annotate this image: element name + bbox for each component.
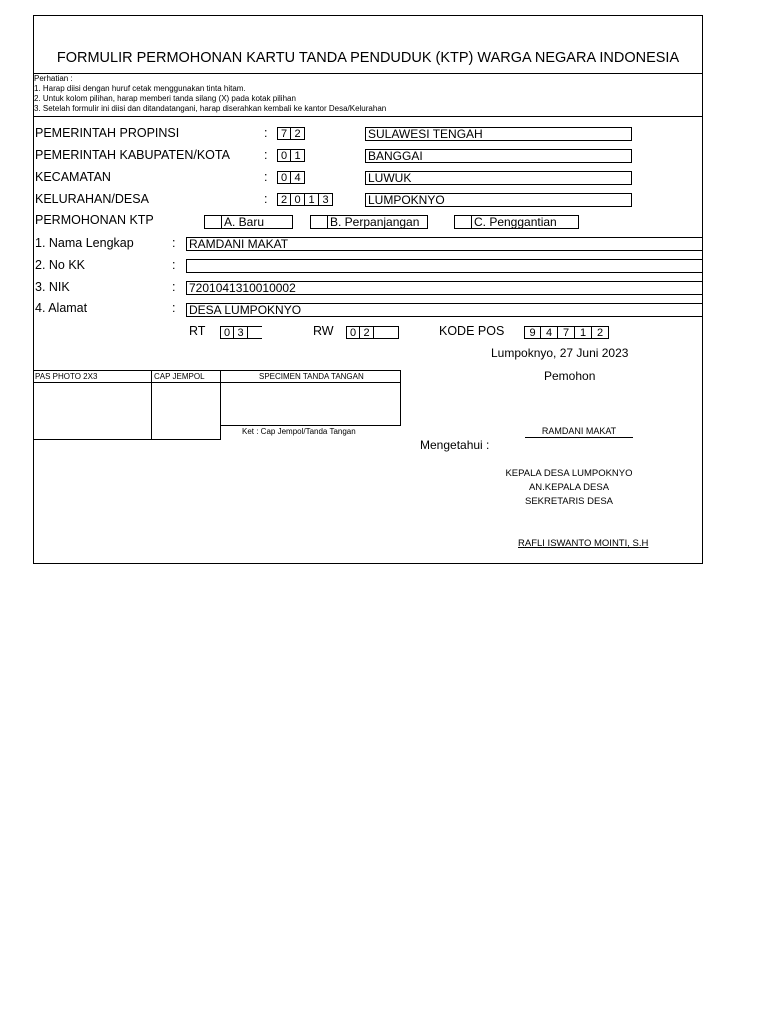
rw-label: RW [313, 324, 334, 338]
applicant-name-signature: RAMDANI MAKAT [525, 426, 633, 438]
option-baru-checkbox[interactable] [204, 215, 293, 229]
code-digit[interactable]: 4 [291, 171, 305, 184]
rt-label: RT [189, 324, 206, 338]
kabupaten-code [277, 149, 305, 162]
kecamatan-name-field[interactable]: LUWUK [365, 171, 632, 185]
propinsi-label: PEMERINTAH PROPINSI [35, 126, 180, 140]
code-digit[interactable]: 1 [575, 326, 592, 339]
cap-jempol-header: CAP JEMPOL [154, 372, 205, 381]
kecamatan-code [277, 171, 305, 184]
code-digit[interactable]: 2 [277, 193, 291, 206]
propinsi-name-field[interactable]: SULAWESI TENGAH [365, 127, 632, 141]
nama-field[interactable]: RAMDANI MAKAT [186, 237, 703, 251]
code-digit[interactable]: 2 [291, 127, 305, 140]
alamat-label: 4. Alamat [35, 301, 88, 315]
pas-photo-header: PAS PHOTO 2X3 [35, 372, 98, 381]
rt-code [220, 326, 262, 339]
specimen-cell[interactable] [220, 370, 401, 426]
option-penggantian-checkbox[interactable] [454, 215, 579, 229]
notes-heading: Perhatian : [34, 74, 73, 83]
nokk-field[interactable] [186, 259, 703, 273]
kabupaten-label: PEMERINTAH KABUPATEN/KOTA [35, 148, 230, 162]
nik-label: 3. NIK [35, 280, 70, 294]
code-digit[interactable] [374, 326, 399, 339]
checkbox-square[interactable] [205, 216, 222, 228]
checkbox-square[interactable] [311, 216, 328, 228]
official-title-3: SEKRETARIS DESA [525, 496, 613, 507]
code-digit[interactable]: 9 [524, 326, 541, 339]
code-digit[interactable]: 0 [277, 149, 291, 162]
code-digit[interactable]: 7 [277, 127, 291, 140]
desa-name-field[interactable]: LUMPOKNYO [365, 193, 632, 207]
rw-code [346, 326, 399, 339]
ket-note: Ket : Cap Jempol/Tanda Tangan [242, 427, 356, 436]
code-digit[interactable]: 2 [360, 326, 374, 339]
nama-colon: : [172, 236, 176, 250]
kecamatan-colon: : [264, 170, 268, 184]
desa-label: KELURAHAN/DESA [35, 192, 149, 206]
place-date: Lumpoknyo, 27 Juni 2023 [491, 346, 629, 360]
checkbox-square[interactable] [455, 216, 472, 228]
note-line-1: 1. Harap diisi dengan huruf cetak menggunakan tinta hitam. [34, 84, 246, 93]
mengetahui-label: Mengetahui : [420, 438, 490, 452]
code-digit[interactable]: 1 [305, 193, 319, 206]
desa-code [277, 193, 333, 206]
nik-colon: : [172, 280, 176, 294]
kodepos-code [524, 326, 609, 339]
table-header-divider [33, 382, 401, 383]
permohonan-label: PERMOHONAN KTP [35, 213, 154, 227]
kecamatan-label: KECAMATAN [35, 170, 111, 184]
official-title-1: KEPALA DESA LUMPOKNYO [505, 468, 633, 479]
code-digit[interactable]: 2 [592, 326, 609, 339]
option-penggantian-label: C. Penggantian [474, 215, 557, 229]
code-digit[interactable]: 3 [234, 326, 248, 339]
alamat-field[interactable]: DESA LUMPOKNYO [186, 303, 703, 317]
form-title: FORMULIR PERMOHONAN KARTU TANDA PENDUDUK (KTP) WARGA NEGARA INDONESIA [56, 50, 680, 66]
pemohon-label: Pemohon [544, 369, 596, 383]
kabupaten-colon: : [264, 148, 268, 162]
official-name: RAFLI ISWANTO MOINTI, S.H [518, 538, 649, 549]
code-digit[interactable]: 1 [291, 149, 305, 162]
nik-field[interactable]: 7201041310010002 [186, 281, 703, 295]
code-digit[interactable]: 0 [346, 326, 360, 339]
kodepos-label: KODE POS [439, 324, 505, 338]
nama-label: 1. Nama Lengkap [35, 236, 134, 250]
code-digit[interactable]: 0 [220, 326, 234, 339]
option-perpanjangan-label: B. Perpanjangan [330, 215, 420, 229]
official-title-2: AN.KEPALA DESA [528, 482, 610, 493]
code-digit[interactable]: 0 [291, 193, 305, 206]
kabupaten-name-field[interactable]: BANGGAI [365, 149, 632, 163]
note-line-2: 2. Untuk kolom pilihan, harap memberi tanda silang (X) pada kotak pilihan [34, 94, 296, 103]
code-digit[interactable]: 7 [558, 326, 575, 339]
notes-box [34, 73, 702, 117]
propinsi-code [277, 127, 305, 140]
propinsi-colon: : [264, 126, 268, 140]
cap-jempol-cell[interactable] [151, 370, 221, 440]
pas-photo-cell[interactable] [33, 370, 152, 440]
code-digit[interactable]: 3 [319, 193, 333, 206]
nokk-label: 2. No KK [35, 258, 86, 272]
option-baru-label: A. Baru [224, 215, 265, 229]
code-digit[interactable] [248, 326, 262, 339]
alamat-colon: : [172, 301, 176, 315]
code-digit[interactable]: 0 [277, 171, 291, 184]
desa-colon: : [264, 192, 268, 206]
nokk-colon: : [172, 258, 176, 272]
option-perpanjangan-checkbox[interactable] [310, 215, 428, 229]
note-line-3: 3. Setelah formulir ini diisi dan ditandatangani, harap diserahkan kembali ke kantor Desa/Kelurahan [34, 104, 387, 113]
specimen-header: SPECIMEN TANDA TANGAN [259, 372, 364, 381]
ktp-application-form [33, 15, 703, 564]
code-digit[interactable]: 4 [541, 326, 558, 339]
